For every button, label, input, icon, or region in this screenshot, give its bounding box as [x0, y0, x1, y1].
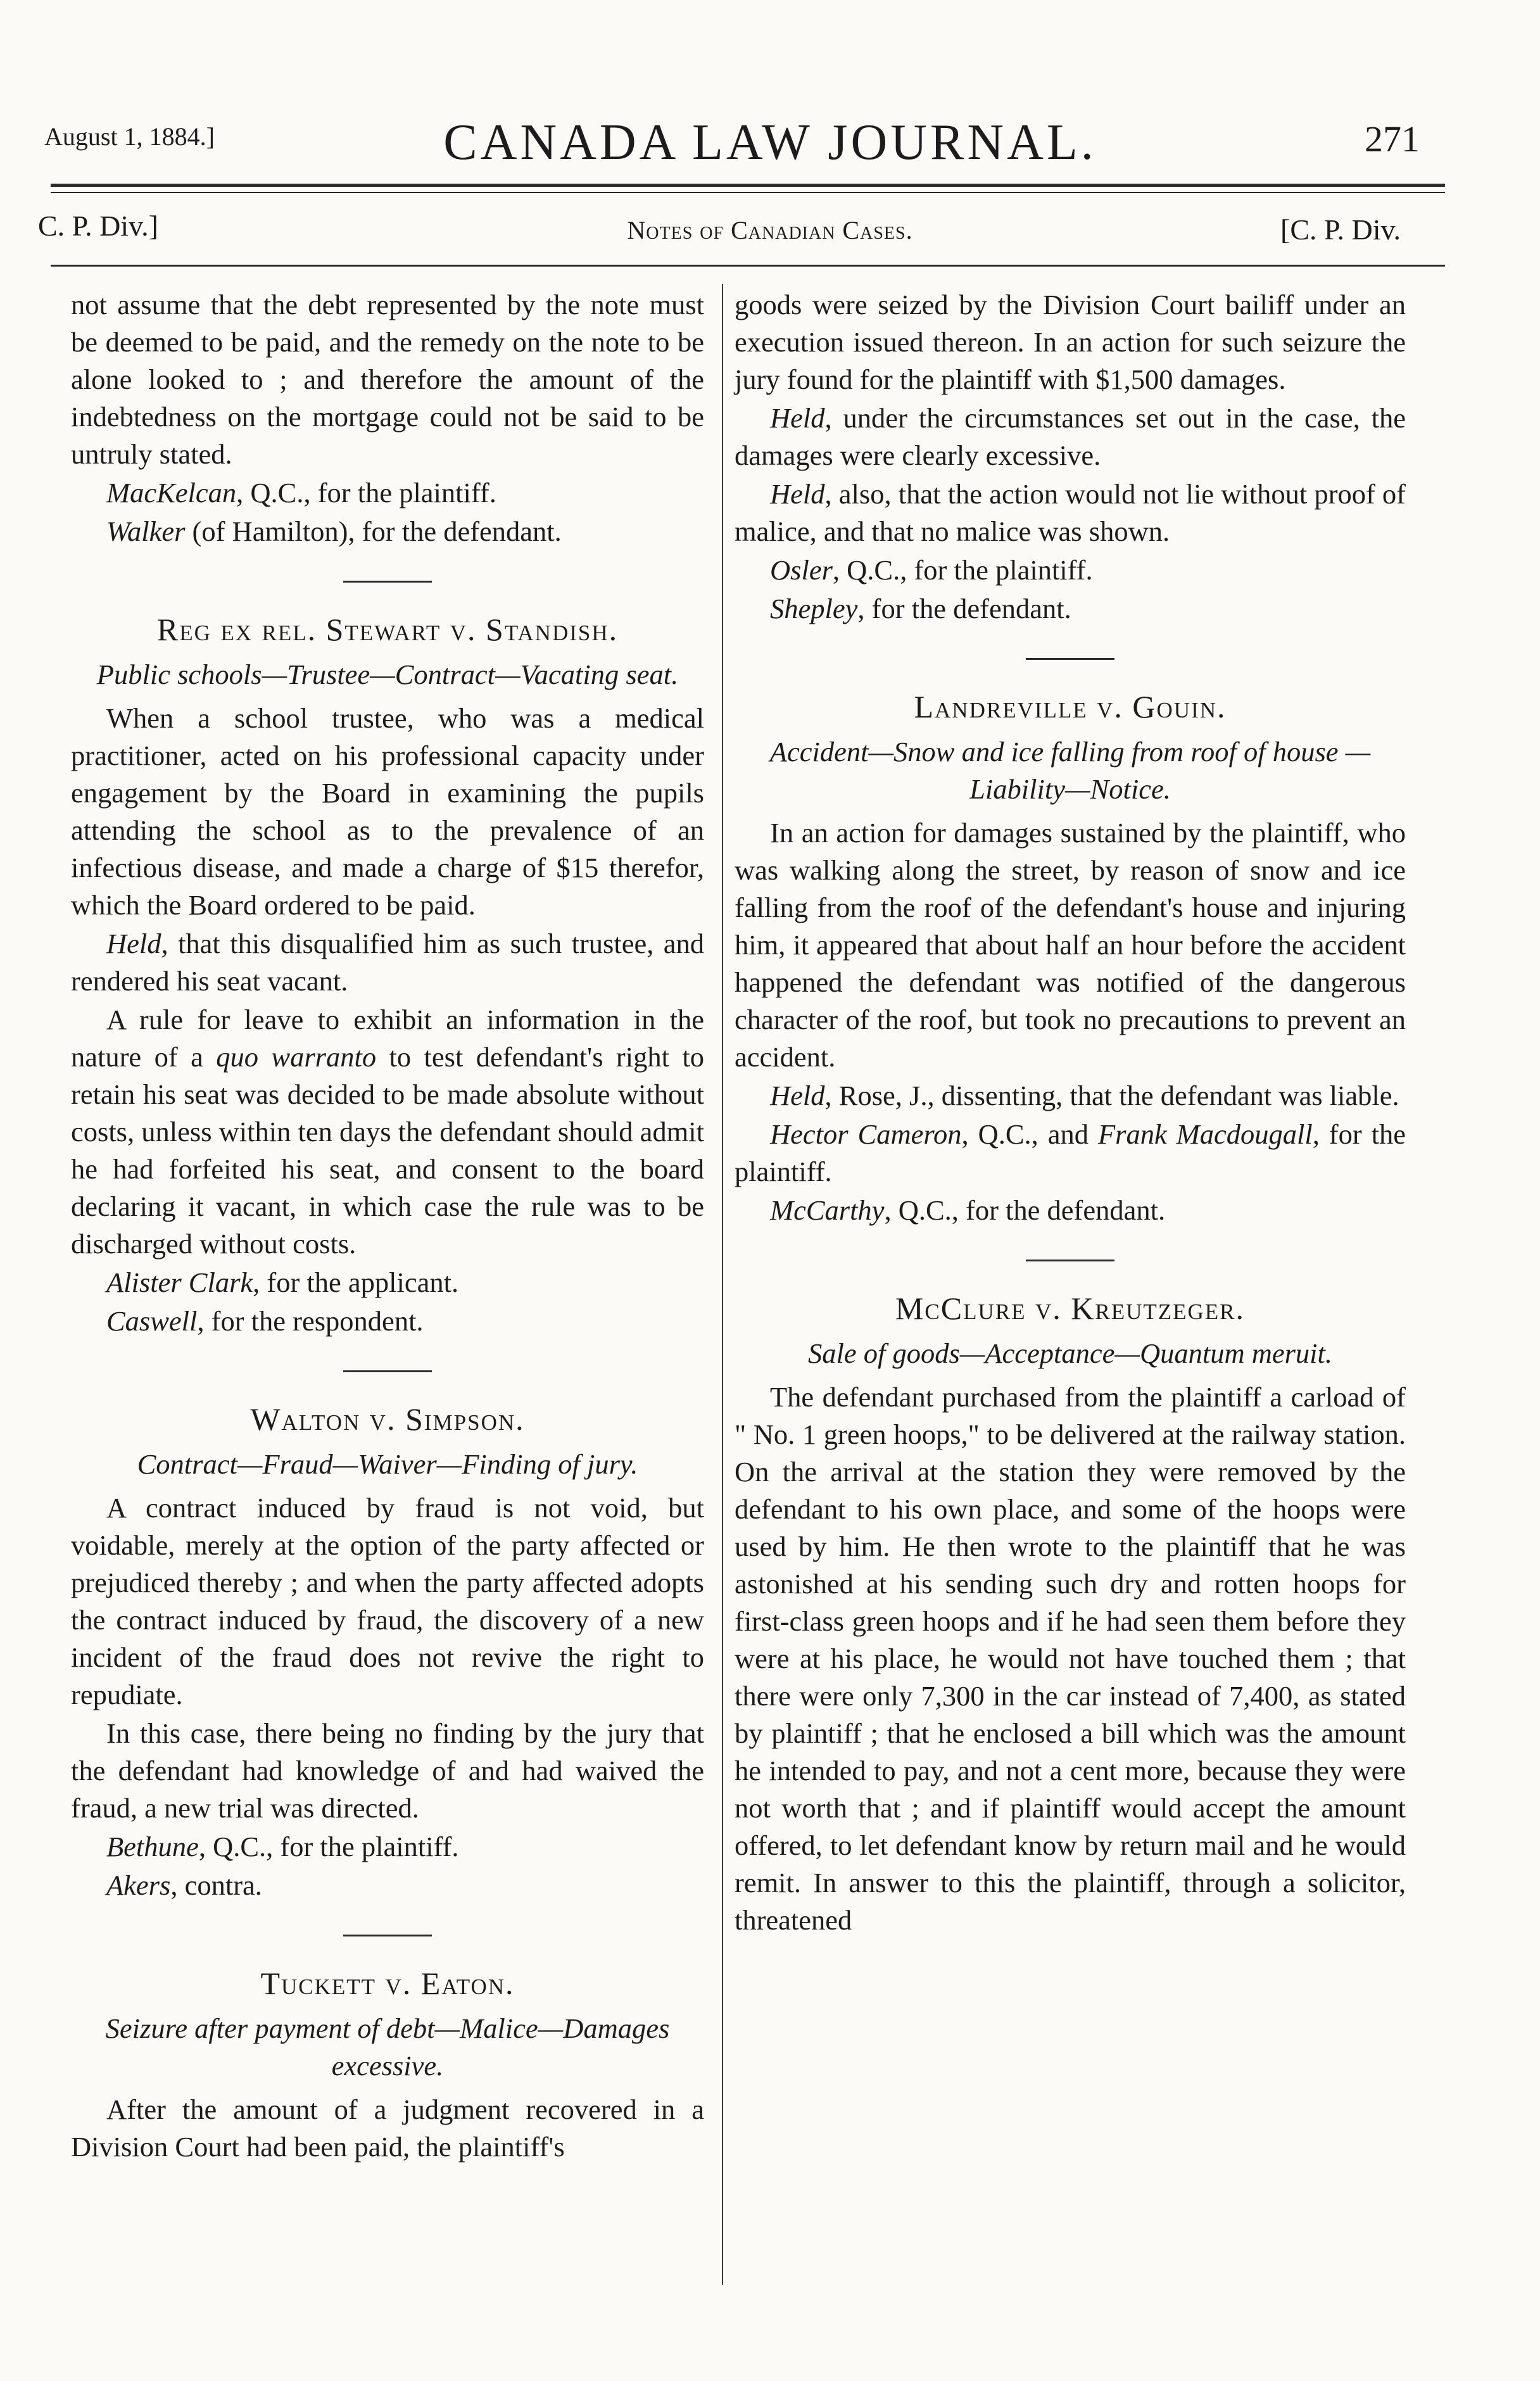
division-left: C. P. Div.]: [38, 210, 158, 242]
counsel-role: , for the defendant.: [857, 593, 1071, 624]
page-number: 271: [1365, 118, 1420, 160]
counsel-role: , Q.C., for the defendant.: [884, 1194, 1166, 1226]
counsel-line: [735, 1116, 1406, 1190]
case-subtitle: Contract—Fraud—Waiver—Finding of jury.: [137, 1448, 638, 1480]
case-paragraph: A contract induced by fraud is not void, but voidable, merely at the option of the party affected or prejudiced thereby ; and when the party affected adopts the contract induced by fraud, the discovery of a new incident of the fraud does not revive the right to repudiate.: [71, 1492, 704, 1710]
quo-warranto-term: quo warranto: [216, 1041, 377, 1073]
counsel-name: Shepley: [770, 593, 858, 624]
counsel-line: [71, 1867, 704, 1904]
case-subtitle: Public schools—Trustee—Contract—Vacating seat.: [96, 659, 679, 690]
case-paragraph: In an action for damages sustained by the plaintiff, who was walking along the street, by reason of snow and ice falling from the roof of the defendant's house and injuring him, it appeared that about half an hour before the accident happened the defendant was notified of the dangerous character of the roof, but took no precautions to prevent an accident.: [735, 817, 1406, 1073]
case-separator: [343, 581, 432, 583]
held-label: Held: [770, 402, 825, 434]
journal-title: CANADA LAW JOURNAL.: [443, 115, 1097, 170]
counsel-role: , Q.C., for the plaintiff.: [198, 1831, 459, 1862]
subheader-rule: [51, 265, 1445, 267]
counsel-line: [71, 513, 704, 550]
held-paragraph: [735, 400, 1406, 474]
case-separator: [343, 1370, 432, 1372]
counsel-line: [735, 552, 1406, 589]
counsel-name: Alister Clark: [106, 1266, 253, 1298]
case-title: McClure v. Kreutzeger.: [895, 1291, 1246, 1326]
case-title: Landreville v. Gouin.: [914, 689, 1227, 724]
counsel-role: , Q.C., for the plaintiff.: [236, 477, 496, 508]
right-column: [735, 286, 1406, 1940]
held-text: , Rose, J., dissenting, that the defendant was liable.: [824, 1080, 1399, 1111]
case-title: Tuckett v. Eaton.: [260, 1966, 515, 2001]
held-paragraph: [735, 476, 1406, 550]
counsel-name: McCarthy: [770, 1194, 885, 1226]
case-separator: [1026, 1260, 1114, 1261]
counsel-role: , for the applicant.: [253, 1266, 459, 1298]
counsel-role: , Q.C., and: [961, 1118, 1098, 1150]
case-paragraph: [71, 1001, 704, 1263]
case-paragraph: When a school trustee, who was a medical practitioner, acted on his professional capacity under engagement by the Board in examining the pupils attending the school as to the prevalence of an infectious disease, and made a charge of $15 therefor, which the Board ordered to be paid.: [71, 702, 704, 921]
counsel-name: Osler: [770, 554, 833, 586]
counsel-name: Walker: [106, 515, 186, 547]
rule-text-a: A rule for leave to exhibit an information in the nature of a: [71, 1004, 704, 1073]
held-label: Held: [770, 478, 825, 510]
counsel-line: [71, 1264, 704, 1301]
case-paragraph: After the amount of a judgment recovered in a Division Court had been paid, the plaintiff's: [71, 2094, 704, 2163]
counsel-line: [71, 1303, 704, 1340]
case-title: Reg ex rel. Stewart v. Standish.: [156, 612, 619, 647]
case-separator: [343, 1935, 432, 1936]
counsel-name: Bethune: [106, 1831, 199, 1862]
counsel-name: Frank Macdougall: [1097, 1118, 1313, 1150]
continued-paragraph: not assume that the debt represented by the note must be deemed to be paid, and the remedy on the note to be alone looked to ; and therefore the amount of the indebtedness on the mortgage could not be said to be untruly stated.: [71, 289, 704, 470]
counsel-line: [735, 590, 1406, 628]
counsel-role: , Q.C., for the plaintiff.: [832, 554, 1093, 586]
held-label: Held: [770, 1080, 825, 1111]
counsel-role: , for the plaintiff.: [735, 1118, 1406, 1187]
case-paragraph: The defendant purchased from the plaintiff a carload of " No. 1 green hoops," to be delivered at the railway station. On the arrival at the station they were removed by the defendant to his own place, and some of the hoops were used by him. He then wrote to the plaintiff that he was astonished at his sending such dry and rotten hoops for first-class green hoops and if he had seen them before they were at his place, he would not have touched them ; that there were only 7,300 in the car instead of 7,400, as stated by plaintiff ; that he enclosed a bill which was the amount he intended to pay, and not a cent more, because they were not worth that ; and if plaintiff would accept the amount offered, to let defendant know by return mail and he would remit. In answer to this the plaintiff, through a solicitor, threatened: [735, 1381, 1406, 1936]
rule-text-b: to test defendant's right to retain his seat was decided to be made absolute without costs, unless within ten days the defendant should admit he had forfeited his seat, and consent to the board declaring it vacant, in which case the rule was to be discharged without costs.: [71, 1041, 704, 1260]
case-subtitle: Accident—Snow and ice falling from roof of house —Liability—Notice.: [769, 736, 1371, 805]
counsel-role: , for the respondent.: [197, 1305, 424, 1337]
held-text: , under the circumstances set out in the case, the damages were clearly excessive.: [735, 402, 1406, 471]
case-separator: [1026, 658, 1114, 660]
held-text: , also, that the action would not lie without proof of malice, and that no malice was shown.: [735, 478, 1406, 547]
case-subtitle: Seizure after payment of debt—Malice—Damages excessive.: [105, 2012, 670, 2081]
held-label: Held: [106, 928, 161, 959]
counsel-name: Hector Cameron: [770, 1118, 962, 1150]
left-column: [71, 286, 704, 2167]
case-title: Walton v. Simpson.: [250, 1401, 525, 1437]
counsel-line: [71, 1828, 704, 1866]
header-date: August 1, 1884.]: [44, 122, 215, 151]
counsel-line: [71, 474, 704, 512]
counsel-role: , contra.: [170, 1869, 262, 1901]
counsel-line: [735, 1192, 1406, 1229]
counsel-name: Caswell: [106, 1305, 198, 1337]
header-rule-thin: [51, 192, 1445, 193]
case-paragraph: In this case, there being no finding by the jury that the defendant had knowledge of and had waived the fraud, a new trial was directed.: [71, 1717, 704, 1824]
continued-paragraph: goods were seized by the Division Court bailiff under an execution issued thereon. In an action for such seizure the jury found for the plaintiff with $1,500 damages.: [735, 289, 1406, 395]
held-paragraph: [735, 1077, 1406, 1115]
column-divider: [722, 284, 723, 2285]
held-text: , that this disqualified him as such trustee, and rendered his seat vacant.: [71, 928, 704, 997]
case-subtitle: Sale of goods—Acceptance—Quantum meruit.: [807, 1337, 1333, 1369]
section-title: Notes of Canadian Cases.: [627, 216, 913, 244]
division-right: [C. P. Div.: [1280, 213, 1401, 246]
header-rule-thick: [51, 184, 1445, 187]
counsel-role: (of Hamilton), for the defendant.: [185, 515, 562, 547]
counsel-name: Akers: [106, 1869, 171, 1901]
counsel-name: MacKelcan: [106, 477, 237, 508]
held-paragraph: [71, 925, 704, 1000]
